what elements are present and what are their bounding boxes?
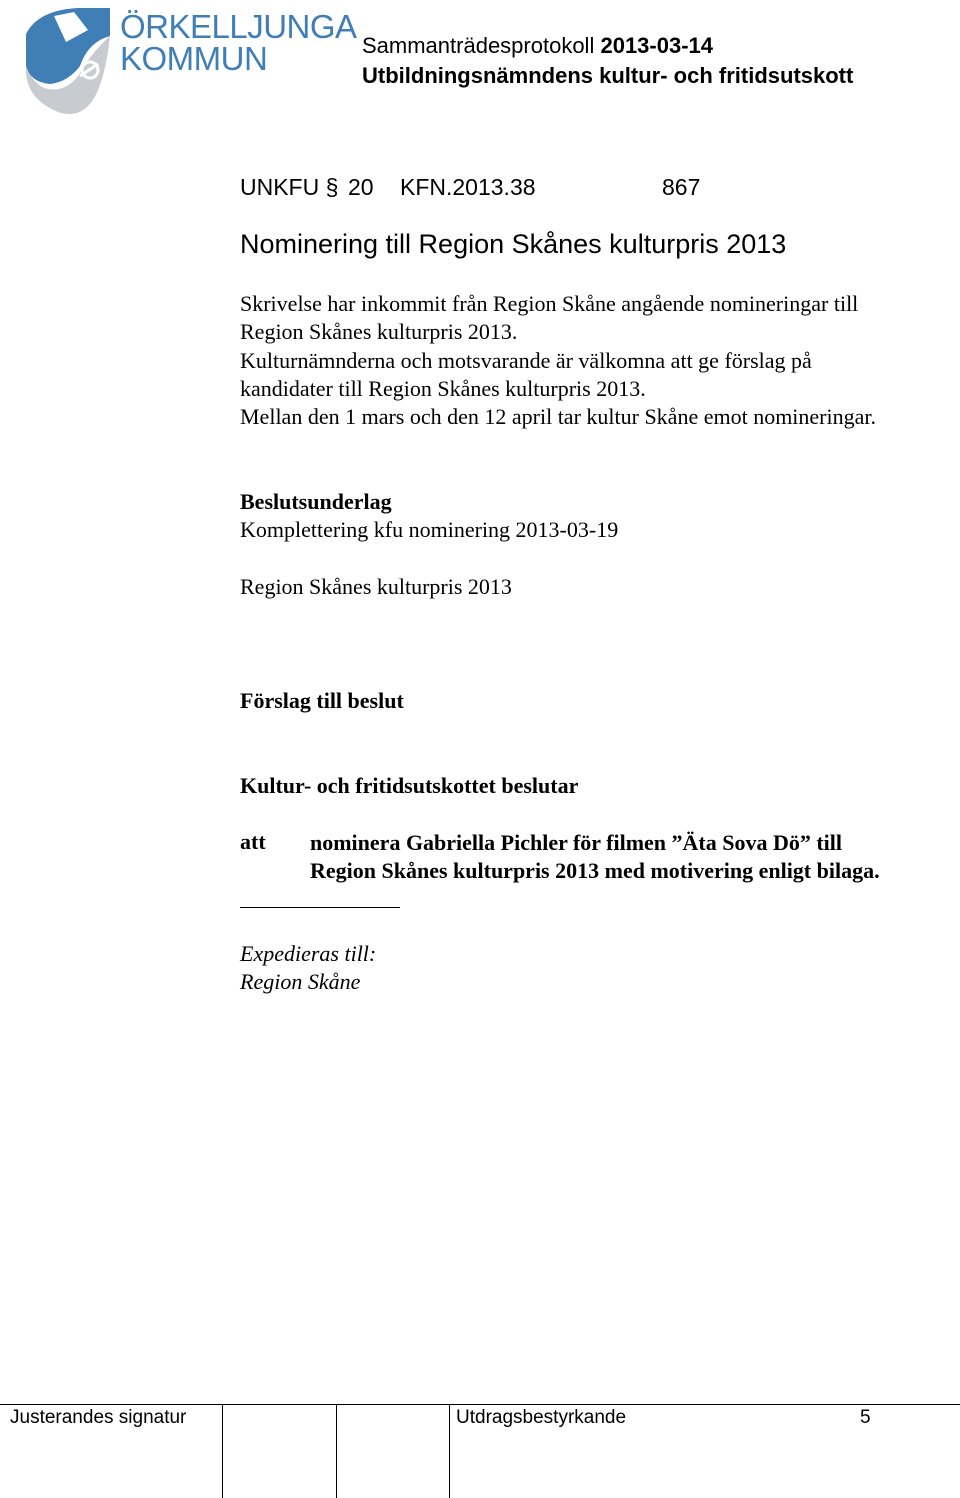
document-title: Nominering till Region Skånes kulturpris 2013 — [240, 229, 787, 259]
intro-line: Mellan den 1 mars och den 12 april tar kultur Skåne emot nomineringar. — [240, 404, 877, 430]
basis-heading: Beslutsunderlag — [240, 489, 392, 514]
footer-rule — [0, 1404, 960, 1405]
basis-item: Komplettering kfu nominering 2013-03-19 — [240, 517, 619, 542]
paragraph-prefix: UNKFU § — [240, 174, 339, 200]
decision-heading: Kultur- och fritidsutskottet beslutar — [240, 773, 579, 798]
intro-line: Kulturnämnderna och motsvarande är välkomna att ge förslag på — [240, 347, 812, 373]
protocol-heading — [362, 33, 713, 59]
footer-signature-box-divider — [336, 1405, 337, 1498]
footer-signature-box-divider — [222, 1405, 223, 1498]
page-number: 5 — [860, 1407, 871, 1428]
intro-line: Region Skånes kulturpris 2013. — [240, 319, 518, 345]
footer-signature-box-divider — [449, 1405, 450, 1498]
case-reference: KFN.2013.38 — [400, 174, 536, 200]
logo-wordmark-line2: KOMMUN — [120, 40, 268, 77]
registry-number: 867 — [662, 174, 701, 200]
committee-name: Utbildningsnämndens kultur- och fritidsutskott — [362, 63, 854, 88]
decision-line: nominera Gabriella Pichler för filmen ”Äta Sova Dö” till — [310, 830, 843, 855]
footer-signature-label: Justerandes signatur — [10, 1407, 187, 1428]
dispatch-label: Expedieras till: — [240, 941, 377, 966]
intro-line: kandidater till Region Skånes kulturpris 2013. — [240, 375, 646, 401]
proposal-heading: Förslag till beslut — [240, 688, 404, 713]
logo-wordmark-line1: ÖRKELLJUNGA — [120, 8, 357, 45]
municipality-logo-icon — [18, 6, 118, 116]
intro-line: Skrivelse har inkommit från Region Skåne angående nomineringar till — [240, 291, 859, 316]
decision-line: Region Skånes kulturpris 2013 med motivering enligt bilaga. — [310, 858, 880, 884]
footer-extract-label: Utdragsbestyrkande — [456, 1407, 627, 1428]
protocol-date: 2013-03-14 — [600, 33, 714, 58]
paragraph-number: 20 — [348, 174, 374, 200]
att-label: att — [240, 829, 266, 854]
intro-text — [240, 290, 876, 431]
separator-rule — [240, 907, 400, 908]
dispatch-recipient: Region Skåne — [240, 969, 361, 994]
basis-item: Region Skånes kulturpris 2013 — [240, 574, 512, 599]
protocol-label: Sammanträdesprotokoll — [362, 33, 595, 58]
decision-text — [310, 829, 880, 886]
